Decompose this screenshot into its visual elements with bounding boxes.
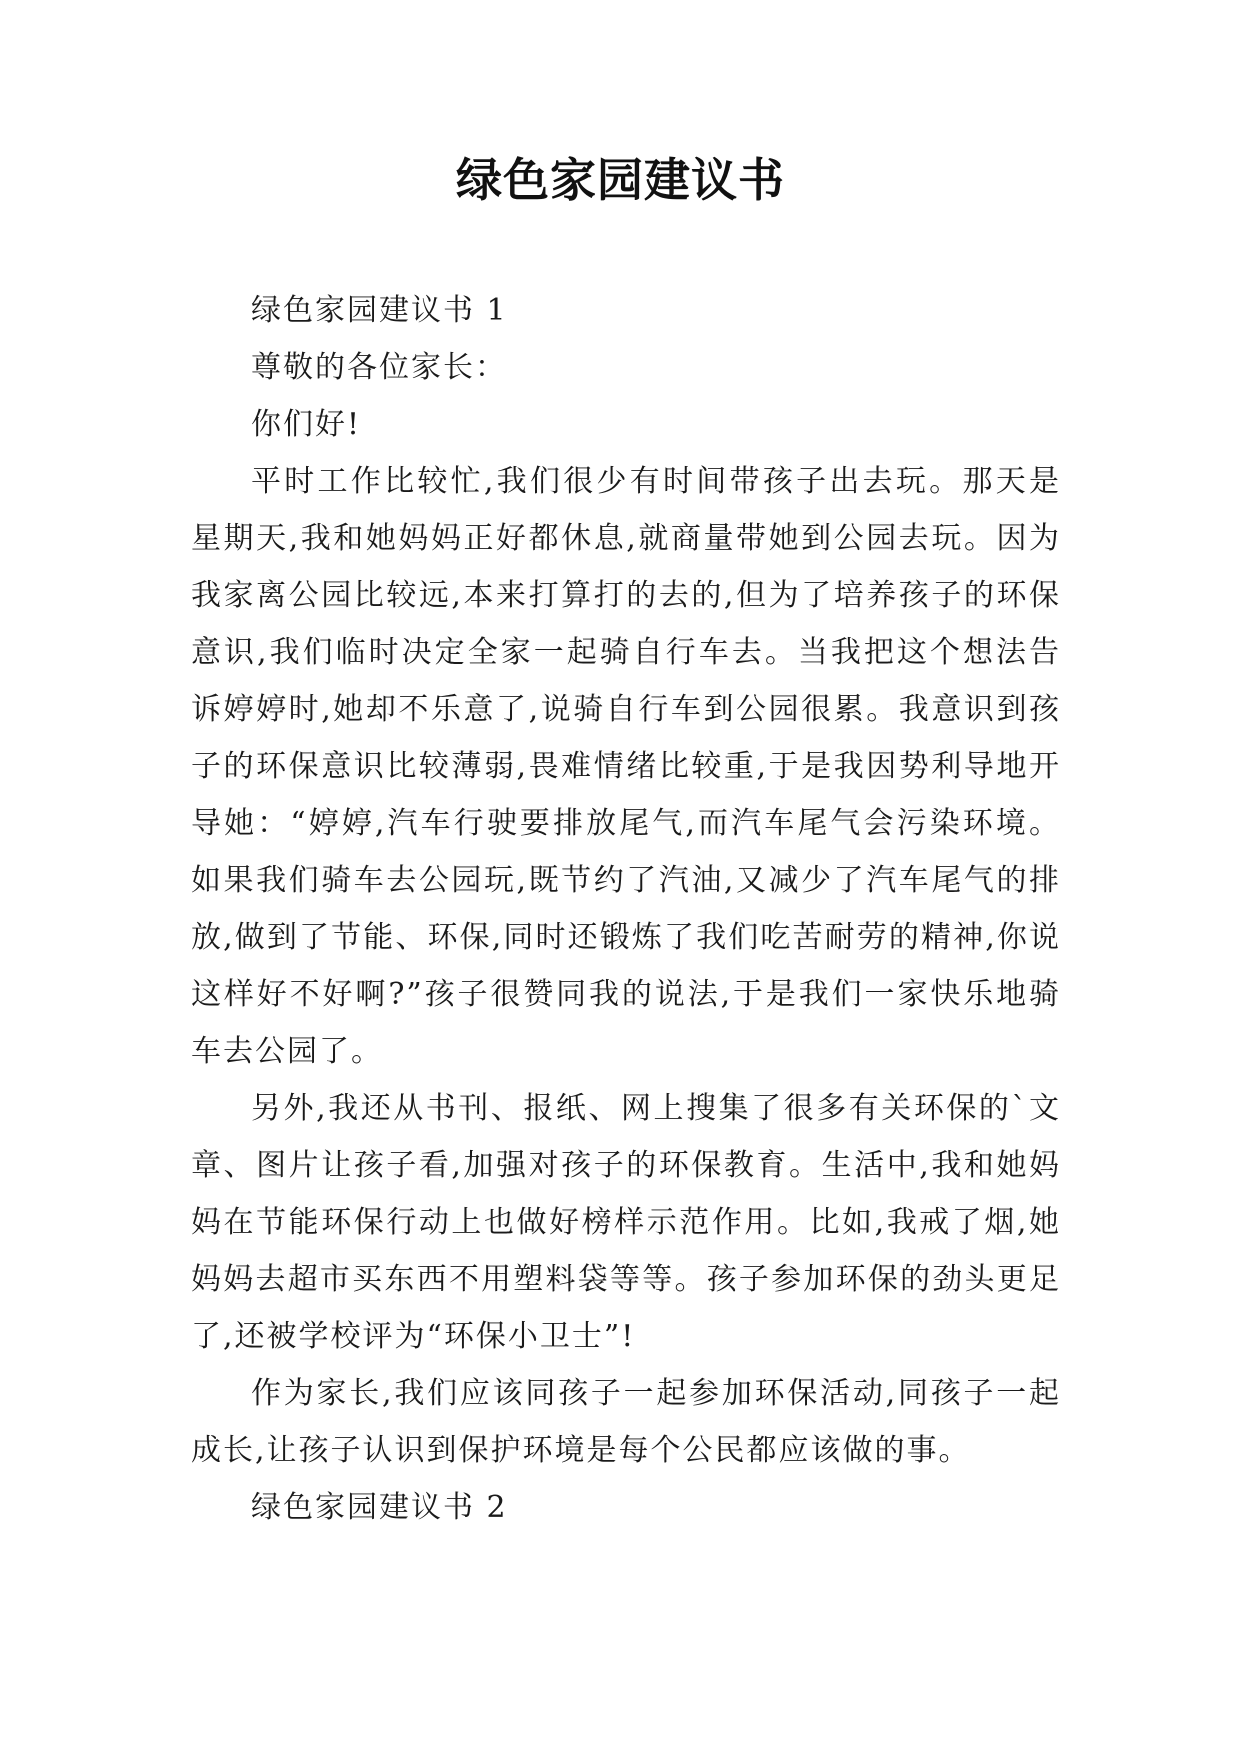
body-paragraph: 另外,我还从书刊、报纸、网上搜集了很多有关环保的`文章、图片让孩子看,加强对孩子的环保教育。生活中,我和她妈妈在节能环保行动上也做好榜样示范作用。比如,我戒了烟,她妈妈去超市买东西不用塑料袋等等。孩子参加环保的劲头更足了,还被学校评为“环保小卫士”! [191, 1091, 1061, 1354]
body-paragraph: 平时工作比较忙,我们很少有时间带孩子出去玩。那天是星期天,我和她妈妈正好都休息,就商量带她到公园去玩。因为我家离公园比较远,本来打算打的去的,但为了培养孩子的环保意识,我们临时决定全家一起骑自行车去。当我把这个想法告诉婷婷时,她却不乐意了,说骑自行车到公园很累。我意识到孩子的环保意识比较薄弱,畏难情绪比较重,于是我因势利导地开导她：“婷婷,汽车行驶要排放尾气,而汽车尾气会污染环境。如果我们骑车去公园玩,既节约了汽油,又减少了汽车尾气的排放,做到了节能、环保,同时还锻炼了我们吃苦耐劳的精神,你说这样好不好啊?”孩子很赞同我的说法,于是我们一家快乐地骑车去公园了。 [191, 464, 1061, 1069]
body-paragraph: 作为家长,我们应该同孩子一起参加环保活动,同孩子一起成长,让孩子认识到保护环境是每个公民都应该做的事。 [191, 1376, 1061, 1468]
section-heading: 绿色家园建议书 1 [251, 293, 508, 328]
document-body [191, 282, 1061, 1536]
salutation: 尊敬的各位家长： [251, 350, 507, 385]
greeting: 你们好! [251, 407, 362, 442]
section-heading: 绿色家园建议书 2 [251, 1490, 508, 1525]
document-title: 绿色家园建议书 [456, 153, 785, 207]
